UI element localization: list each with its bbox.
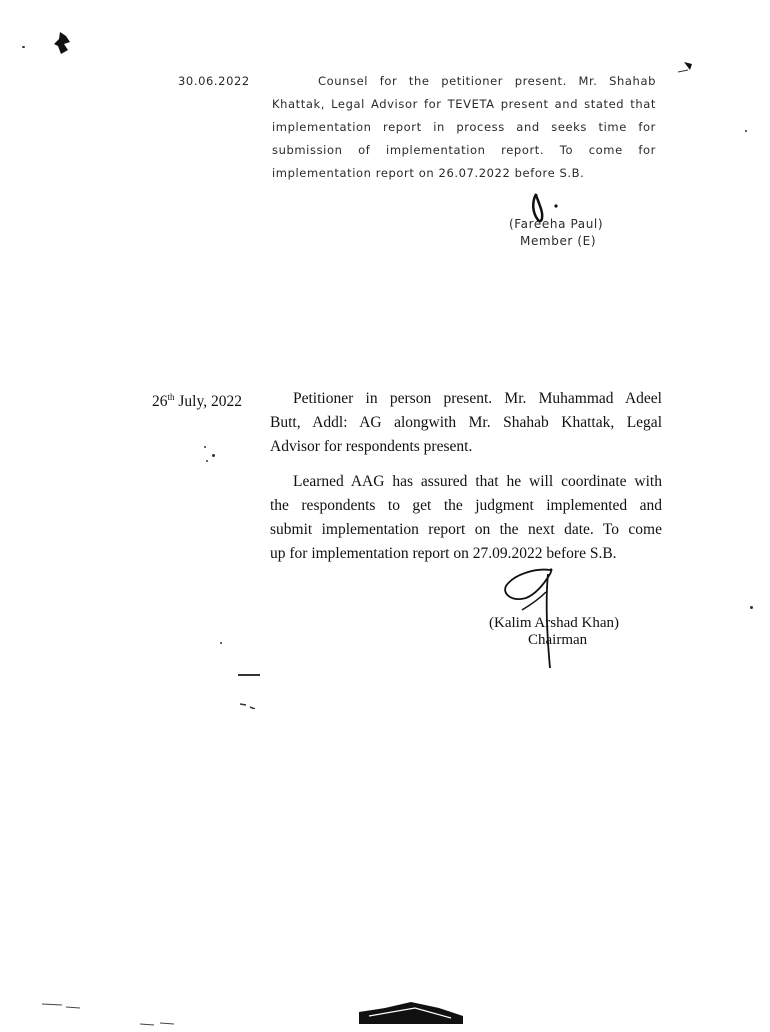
entry2-date-day: 26 (152, 393, 168, 411)
entry2-para1-line-1: Petitioner in person present. Mr. Muhammad Adeel (293, 390, 662, 407)
scan-dash (140, 1014, 180, 1020)
entry2-para2-line-1: Learned AAG has assured that he will coordinate with (293, 473, 662, 490)
entry1-date: 30.06.2022 (178, 74, 250, 88)
entry2-para2-line-3: submit implementation report on the next date. To come (270, 521, 662, 538)
scan-speck (212, 454, 215, 457)
scan-dash (238, 674, 260, 676)
entry2-para1-line-3: Advisor for respondents present. (270, 438, 473, 455)
entry1-signatory-name: (Fareeha Paul) (509, 217, 604, 231)
scan-dash (240, 696, 256, 702)
entry1-signatory-title: Member (E) (520, 234, 597, 248)
scan-speck (206, 460, 208, 462)
scan-mark-top-right (678, 60, 698, 76)
scan-speck (745, 130, 747, 132)
entry2-date-suffix: th (167, 392, 175, 402)
scan-dash (42, 996, 82, 1002)
bottom-clip-blot (355, 1002, 465, 1024)
scan-speck (750, 606, 753, 609)
entry2-signatory-title: Chairman (528, 632, 588, 648)
entry1-line-4: submission of implementation report. To come for (272, 143, 656, 157)
entry1-line-5: implementation report on 26.07.2022 before S.B. (272, 166, 585, 180)
entry2-para2-line-4: up for implementation report on 27.09.2022 before S.B. (270, 545, 617, 562)
entry1-line-2: Khattak, Legal Advisor for TEVETA present and stated that (272, 97, 656, 111)
entry1-line-1: Counsel for the petitioner present. Mr. Shahab (318, 74, 656, 88)
scan-speck (22, 46, 25, 48)
entry2-date (152, 392, 242, 411)
scan-speck (220, 642, 222, 644)
entry1-line-3: implementation report in process and seeks time for (272, 120, 656, 134)
entry2-para1-line-2: Butt, Addl: AG alongwith Mr. Shahab Khattak, Legal (270, 414, 662, 431)
entry2-signatory-name: (Kalim Arshad Khan) (489, 615, 619, 631)
entry2-date-rest: July, 2022 (174, 393, 242, 411)
scan-speck (204, 446, 206, 448)
entry2-para2-line-2: the respondents to get the judgment implemented and (270, 497, 662, 514)
scan-blot-top-left (52, 30, 74, 56)
